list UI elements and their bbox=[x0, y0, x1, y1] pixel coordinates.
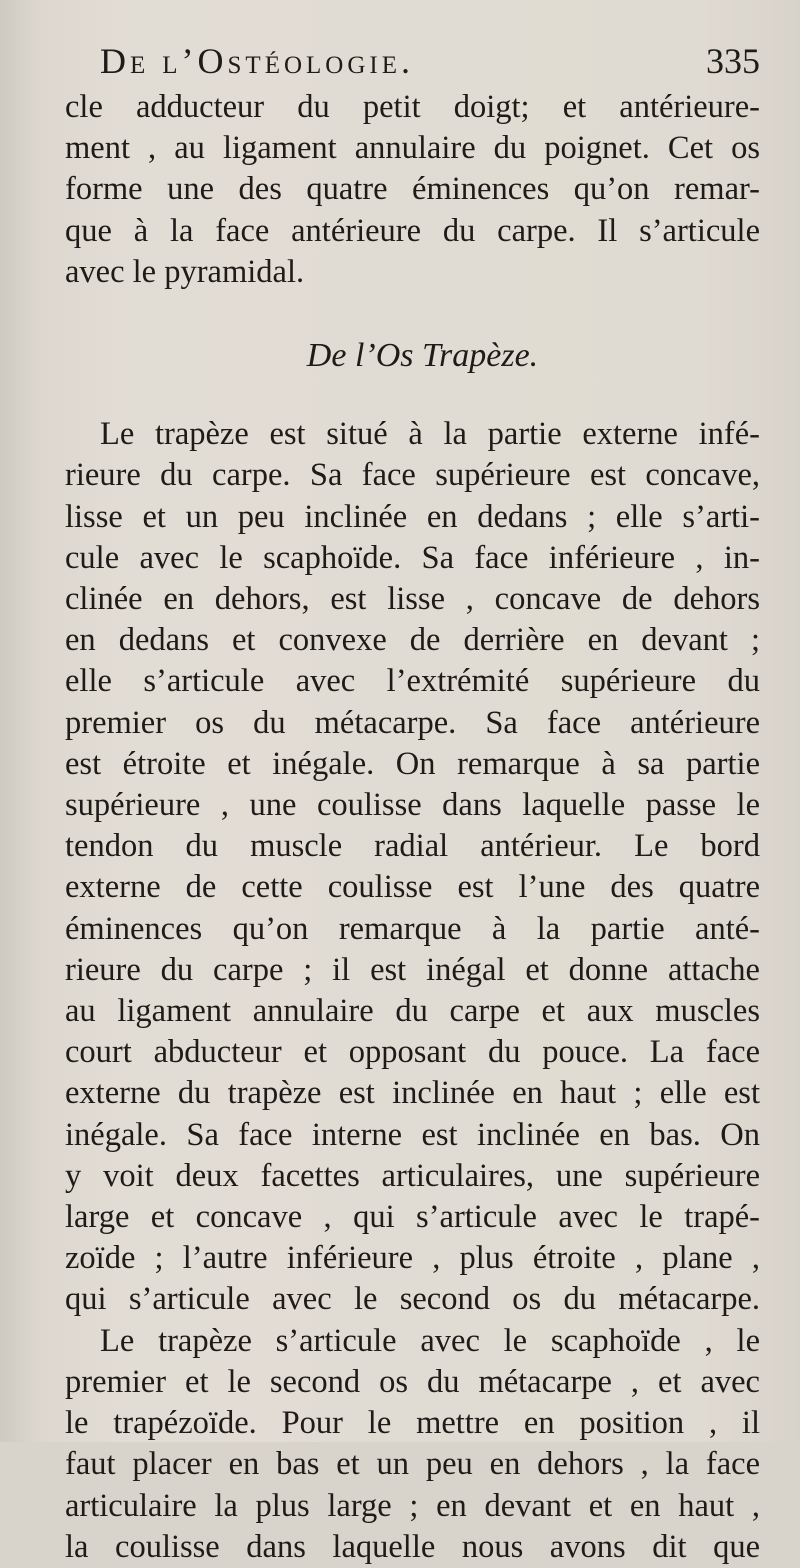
text-line: qui s’articule avec le second os du métacarpe. bbox=[65, 1281, 760, 1318]
page-header bbox=[100, 40, 760, 90]
section-heading: De l’Os Trapèze. bbox=[306, 337, 539, 375]
paragraph-continued bbox=[65, 87, 760, 293]
page-number: 335 bbox=[706, 41, 760, 81]
body-text bbox=[65, 87, 760, 1568]
text-line: le trapézoïde. Pour le mettre en position , il bbox=[65, 1405, 760, 1442]
text-line: cule avec le scaphoïde. Sa face inférieure , in- bbox=[65, 539, 760, 576]
text-line: externe du trapèze est inclinée en haut ; elle est bbox=[65, 1075, 760, 1112]
text-line: avec le pyramidal. bbox=[65, 253, 305, 290]
text-line: éminences qu’on remarque à la partie anté- bbox=[65, 910, 760, 947]
text-line: au ligament annulaire du carpe et aux muscles bbox=[65, 993, 760, 1030]
text-line: Le trapèze est situé à la partie externe infé- bbox=[100, 416, 760, 453]
paragraph-articulation bbox=[65, 1321, 760, 1568]
text-line: elle s’articule avec l’extrémité supérieure du bbox=[65, 663, 760, 700]
text-line: est étroite et inégale. On remarque à sa partie bbox=[65, 745, 760, 782]
paragraph-description bbox=[65, 414, 760, 1320]
text-line: articulaire la plus large ; en devant et en haut , bbox=[65, 1487, 760, 1524]
text-line: lisse et un peu inclinée en dedans ; elle s’arti- bbox=[65, 498, 760, 535]
text-line: premier et le second os du métacarpe , et avec bbox=[65, 1363, 760, 1400]
text-line: Le trapèze s’articule avec le scaphoïde , le bbox=[100, 1322, 760, 1359]
text-line: rieure du carpe ; il est inégal et donne attache bbox=[65, 951, 760, 988]
text-line: clinée en dehors, est lisse , concave de dehors bbox=[65, 581, 760, 618]
text-line: large et concave , qui s’articule avec le trapé- bbox=[65, 1199, 760, 1236]
text-line: premier os du métacarpe. Sa face antérieure bbox=[65, 704, 760, 741]
running-title: De l’Ostéologie. bbox=[100, 41, 415, 81]
text-line: zoïde ; l’autre inférieure , plus étroite , plane , bbox=[65, 1240, 760, 1277]
text-line: faut placer en bas et un peu en dehors , la face bbox=[65, 1446, 760, 1483]
text-line: la coulisse dans laquelle nous avons dit que bbox=[65, 1528, 760, 1565]
text-line: cle adducteur du petit doigt; et antérieure- bbox=[65, 89, 760, 125]
text-line: inégale. Sa face interne est inclinée en bas. On bbox=[65, 1116, 760, 1153]
text-line: rieure du carpe. Sa face supérieure est concave, bbox=[65, 457, 760, 494]
text-line: externe de cette coulisse est l’une des quatre bbox=[65, 869, 760, 906]
text-line: en dedans et convexe de derrière en devant ; bbox=[65, 622, 760, 659]
text-line: supérieure , une coulisse dans laquelle passe le bbox=[65, 787, 760, 824]
text-line: tendon du muscle radial antérieur. Le bord bbox=[65, 828, 760, 865]
text-line: court abducteur et opposant du pouce. La face bbox=[65, 1034, 760, 1071]
text-line: que à la face antérieure du carpe. Il s’articule bbox=[65, 212, 760, 249]
text-line: y voit deux facettes articulaires, une supérieure bbox=[65, 1157, 760, 1194]
text-line: ment , au ligament annulaire du poignet. Cet os bbox=[65, 130, 760, 167]
text-line: forme une des quatre éminences qu’on remar- bbox=[65, 171, 760, 208]
